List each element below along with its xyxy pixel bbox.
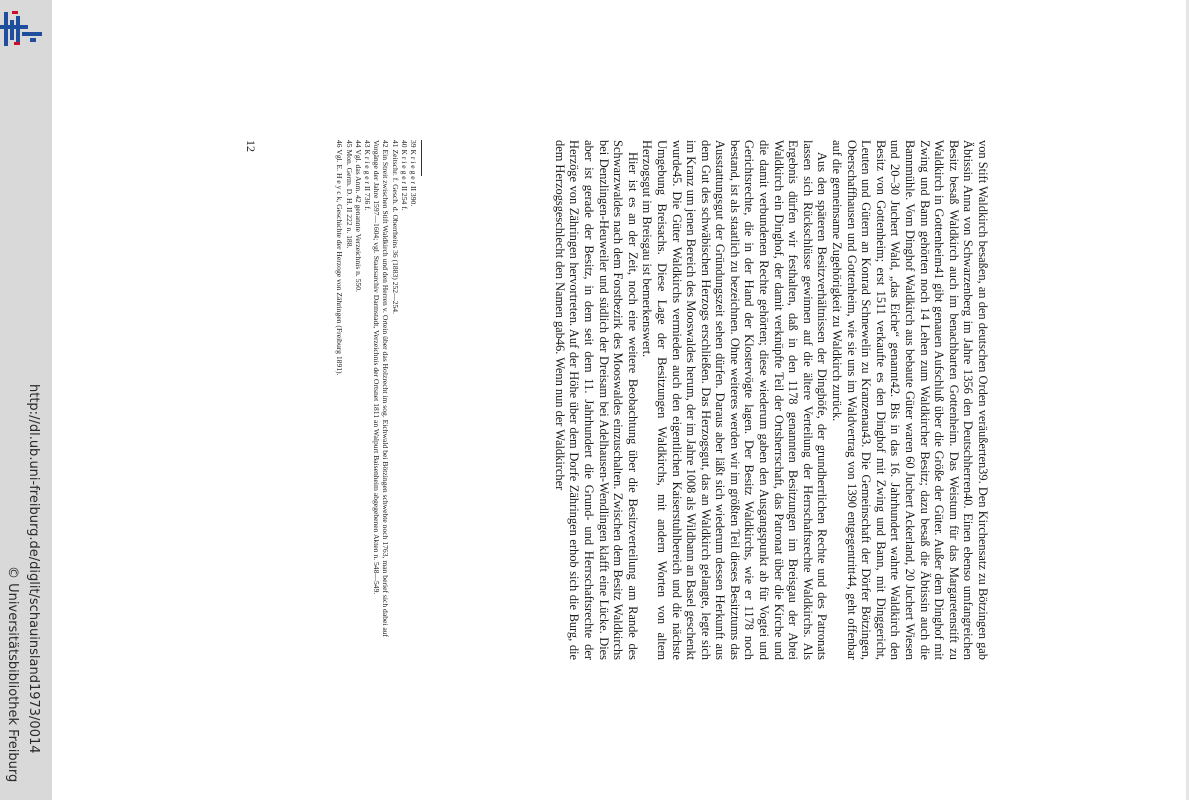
scanned-page xyxy=(244,140,1040,660)
copyright-notice: © Universitätsbibliothek Freiburg xyxy=(5,566,20,783)
footnote: 43 K r i e g e r II 736 f. xyxy=(362,140,372,211)
footnote: 40 K r i e g e r II 254 f. xyxy=(399,140,409,211)
footnote: 41 Zeitschr. f. Gesch. d. Oberrheins 36 (1883) 252—254. xyxy=(390,140,400,314)
paragraph: Aus den späteren Besitzverhältnissen der Dinghöfe, der grundherrlichen Rechte und des Patronats lassen sich Rückschlüsse gewinnen auf die ältere Verteilung der Herrschaftsrechte Waldkirchs. Als Ergebnis dürfen wir festhalten, daß in den 1178 genannten Besitzungen im Breisgau der Abtei Waldkirch ein Dinghof, der damit verknüpfte Teil der Ortsherrschaft, das Patronat über die Kirche und die damit verbundenen Rechte gehörten; diese wiederum gaben den Ausgangspunkt ab für Vogtei und Gerichtsrechte, die in der Hand der Klostervögte lagen. Der Besitz Waldkirchs, wie er 1178 noch bestand, ist als staatlich zu bezeichnen. Ohne weiteres werden wir im größten Teil dieses Besitztums das Ausstattungsgut der Gründungszeit sehen dürfen. Daraus aber läßt sich wiederum dessen Herkunft aus dem Gut des schwäbischen Herzogs erschließen. Das Herzogsgut, das an Waldkirch gelangte, legte sich im Kranz um jenen Bereich des Mooswaldes herum, der im Jahre 1008 als Wildbann an Basel geschenkt wurde45. Die Güter Waldkirchs vermieden auch den eigentlichen Kaiserstuhlbereich und die nächste Umgebung Breisachs. Diese Lage der Besitzungen Waldkirchs, mit andern Worten von altem Herzogsgut im Breisgau ist bemerkenswert. xyxy=(640,140,830,660)
footnote-divider xyxy=(421,140,422,176)
footnote: 45 Mon. Germ. D. H. II 222 n. 188. xyxy=(344,140,354,249)
document-url[interactable]: http://dl.ub.uni-freiburg.de/diglit/schauinsland1973/0014 xyxy=(26,384,41,754)
footnote: 44 Vgl. das Anm. 42 genannte Verzeichnis n. 550. xyxy=(353,140,363,292)
footnote: 46 Vgl. E. H e y c k, Geschichte der Herzoge von Zähringen (Freiburg 1891). xyxy=(335,140,345,376)
paragraph: von Stift Waldkirch besaßen, an den deutschen Orden veräußerten39. Den Kirchensatz zu Bötzingen gab Äbtissin Anna von Schwarzenberg im Jahre 1356 den Deutschherren40. Einen ebenso umfangreichen Besitz besaß Waldkirch auch im benachbarten Gottenheim. Das Weistum für das Margaretenstift zu Waldkirch in Gottenheim41 gibt genauen Aufschluß über die Größe der Güter. Außer dem Dinghof mit Zwing und Bann gehörten noch 14 Lehen zum Waldkircher Besitz; dazu besaß die Äbtissin auch die Bannmühle. Vom Dinghof Waldkirch aus bebaute Güter waren 60 Juchert Ackerland, 20 Juchert Wiesen und 20–30 Juchert Wald, „das Eiche“ genannt42. Bis in das 16. Jahrhundert wahrte Waldkirch den Besitz von Gottenheim; erst 1511 verkaufte es den Dinghof mit Zwing und Bann, mit Dinggericht, Leuten und Gütern an Konrad Schnewelin zu Kranzenau43. Die Gemeinschaft der Dörfer Bötzingen, Oberschaffhausen und Gottenheim, wie sie uns im Waldvertrag von 1390 entgegentritt44, geht offenbar auf die gemeinsame Zugehörigkeit zu Waldkirch zurück. xyxy=(830,140,990,660)
footnote: 39 K r i e g e r II 390. xyxy=(409,140,418,207)
footnotes xyxy=(335,140,418,660)
footnote: 42 Ein Streit zwischen Stift Waldkirch und den Herren v. Ortein über das Holzrecht im sog. Eichwald bei Bötzingen schwebte noch 1763, man berief sich dabei auf Vorgänge der Jahre 1597—1604; vgl. Staatsarchiv Darmstadt, Verzeichnis der Ortsnet 1811 an Walpurt Baisenheim abgegebenen Akten n. 548—549. xyxy=(372,140,391,638)
page-number: 12 xyxy=(244,140,258,152)
paragraph: Hier ist es an der Zeit, noch eine weitere Beobachtung über die Besitzverteilung am Rande des Schwarzwaldes nach dem Forstbezirk des Mooswaldes einzuschalten. Zwischen dem Besitz Waldkirchs bei Denzlingen-Heuweiler und südlich der Dreisam bei Adelhausen-Wendlingen klafft eine Lücke. Dies aber ist gerade der Besitz, in dem seit dem 11. Jahrhundert die Grund- und Herrschaftsrechte der Herzöge von Zähringen hervortreten. Auf der Höhe über dem Dorfe Zähringen erhob sich die Burg, die dem Herzogsgeschlecht den Namen gab46. Wenn nun der Waldkircher xyxy=(552,140,640,660)
body-text xyxy=(552,140,990,660)
